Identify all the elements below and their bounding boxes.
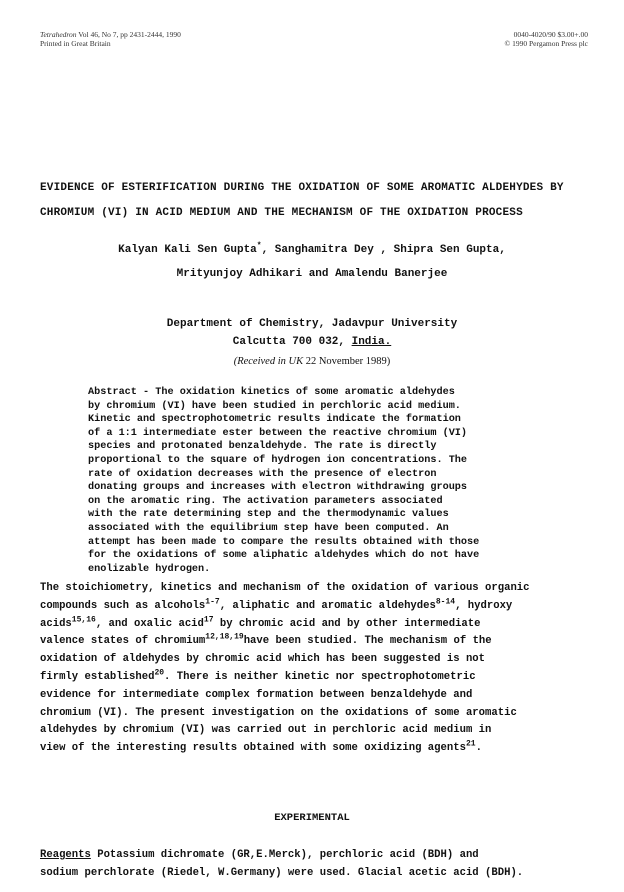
body-line (40, 633, 600, 651)
reagents-line-2: sodium perchlorate (Riedel, W.Germany) were used. Glacial acetic acid (BDH). (40, 867, 524, 879)
abstract-line: enolizable hydrogen. (88, 563, 211, 575)
body-line (40, 669, 600, 687)
affiliation-city-text: Calcutta 700 032, (232, 336, 345, 348)
abstract-line: by chromium (VI) have been studied in perchloric acid medium. (88, 400, 461, 412)
body-text: by chromic acid and by other intermediate (213, 617, 481, 630)
body-text: . There is neither kinetic nor spectrophotometric (164, 670, 476, 683)
body-text: valence states of chromium (40, 635, 206, 648)
abstract-line: species and protonated benzaldehyde. The rate is directly (88, 441, 437, 453)
authors-rest: , Sanghamitra Dey , Shipra Sen Gupta, (261, 244, 506, 256)
abstract-line: associated with the equilibrium step have been computed. An (88, 522, 449, 534)
citation-ref: 20 (154, 668, 165, 678)
citation-ref: 15,16 (71, 615, 96, 625)
received-date-value: 22 November 1989) (305, 356, 391, 367)
body-text: compounds such as alcohols (40, 599, 206, 612)
body-text: view of the interesting results obtained with some oxidizing agents (40, 742, 466, 755)
reagents-paragraph (40, 846, 600, 882)
reagents-label: Reagents (40, 849, 91, 861)
corresponding-mark: * (256, 241, 262, 251)
title-line-1: EVIDENCE OF ESTERIFICATION DURING THE OXIDATION OF SOME AROMATIC ALDEHYDES BY (40, 182, 564, 194)
body-text: , and oxalic acid (95, 617, 204, 630)
citation-ref: 8-14 (435, 597, 456, 607)
body-line: chromium (VI). The present investigation on the oxidations of some aromatic (40, 706, 517, 719)
abstract-line: Kinetic and spectrophotometric results indicate the formation (88, 414, 461, 426)
received-label: (Received in UK (233, 356, 304, 367)
article-code: 0040-4020/90 $3.00+.00 (513, 30, 588, 39)
section-heading-experimental: EXPERIMENTAL (274, 812, 350, 824)
printed-note: Printed in Great Britain (40, 39, 111, 48)
journal-name: Tetrahedron (40, 30, 77, 39)
affiliation-country: India. (351, 336, 392, 348)
received-date (0, 356, 624, 367)
abstract (88, 386, 562, 576)
abstract-line: of a 1:1 intermediate ester between the reactive chromium (VI) (88, 427, 468, 439)
abstract-line: proportional to the square of hydrogen ion concentrations. The (88, 454, 468, 466)
body-line (40, 616, 600, 634)
abstract-line: Abstract - The oxidation kinetics of some aromatic aldehydes (88, 387, 455, 398)
reagents-line-1 (40, 846, 600, 864)
reagents-text: Potassium dichromate (GR,E.Merck), perchloric acid (BDH) and (90, 849, 479, 861)
authors-line-1 (0, 241, 624, 256)
abstract-line: on the aromatic ring. The activation parameters associated (88, 495, 443, 507)
journal-citation: Vol 46, No 7, pp 2431-2444, 1990 (78, 30, 181, 39)
citation-ref: 17 (203, 615, 214, 625)
body-paragraph (40, 580, 600, 758)
body-line: evidence for intermediate complex formation between benzaldehyde and (40, 688, 473, 701)
body-text: firmly established (40, 670, 155, 683)
body-line: aldehydes by chromium (VI) was carried out in perchloric acid medium in (40, 724, 492, 737)
body-line (40, 740, 600, 758)
copyright-note: © 1990 Pergamon Press plc (504, 39, 588, 48)
abstract-line: attempt has been made to compare the results obtained with those (88, 536, 480, 548)
authors-line-2: Mrityunjoy Adhikari and Amalendu Banerjee (176, 268, 448, 280)
affiliation-department: Department of Chemistry, Jadavpur University (166, 318, 458, 330)
title-line-2: CHROMIUM (VI) IN ACID MEDIUM AND THE MECHANISM OF THE OXIDATION PROCESS (40, 207, 523, 219)
body-text: , aliphatic and aromatic aldehydes (219, 599, 436, 612)
affiliation-city (0, 336, 624, 348)
body-line: The stoichiometry, kinetics and mechanism of the oxidation of various organic (40, 582, 530, 594)
abstract-line: with the rate determining step and the thermodynamic values (88, 509, 449, 521)
citation-ref: 1-7 (205, 597, 220, 607)
journal-header-right (505, 30, 588, 48)
body-line (40, 598, 600, 616)
body-text: . (475, 742, 482, 755)
body-line: oxidation of aldehydes by chromic acid which has been suggested is not (40, 653, 486, 666)
abstract-line: for the oxidations of some aliphatic aldehydes which do not have (88, 550, 480, 562)
author-corresponding: Kalyan Kali Sen Gupta (118, 244, 257, 256)
body-text: have been studied. The mechanism of the (243, 635, 492, 648)
body-text: , hydroxy (455, 599, 513, 612)
citation-ref: 21 (465, 739, 476, 749)
body-text: acids (40, 617, 72, 630)
abstract-line: rate of oxidation decreases with the presence of electron (88, 468, 437, 480)
citation-ref: 12,18,19 (205, 632, 244, 642)
journal-header-left (40, 30, 181, 48)
abstract-line: donating groups and increases with electron withdrawing groups (88, 482, 468, 494)
